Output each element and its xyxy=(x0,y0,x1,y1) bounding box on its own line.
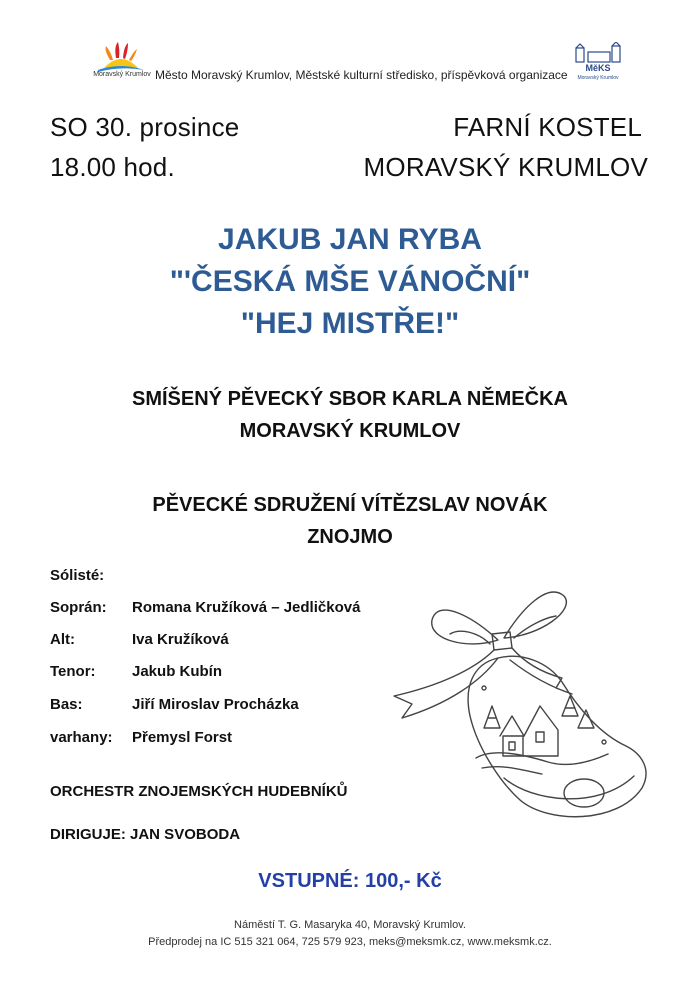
footer-address: Náměstí T. G. Masaryka 40, Moravský Krumlov. xyxy=(234,919,466,931)
ticket-price: VSTUPNÉ: 100,- Kč xyxy=(258,870,442,892)
event-time: 18.00 hod. xyxy=(50,152,175,182)
soloist-role: Soprán: xyxy=(50,599,107,616)
soloist-name: Romana Kružíková – Jedličková xyxy=(132,599,361,616)
soloist-name: Jiří Miroslav Procházka xyxy=(132,696,299,713)
choir-1-town: MORAVSKÝ KRUMLOV xyxy=(239,420,461,442)
choir-2-name: PĚVECKÉ SDRUŽENÍ VÍTĚZSLAV NOVÁK xyxy=(152,494,548,516)
soloist-role: Bas: xyxy=(50,696,83,713)
left-logo-caption: Moravský Krumlov xyxy=(93,71,151,78)
composer-title: JAKUB JAN RYBA xyxy=(218,223,482,256)
soloist-name: Jakub Kubín xyxy=(132,663,223,680)
choir-1-name: SMÍŠENÝ PĚVECKÝ SBOR KARLA NĚMEČKA xyxy=(132,388,568,410)
work-title: "'ČESKÁ MŠE VÁNOČNÍ" xyxy=(169,265,531,298)
meks-logo-subtitle: Moravský Krumlov xyxy=(577,75,619,81)
soloist-name: Iva Kružíková xyxy=(132,631,229,648)
orchestra-name: ORCHESTR ZNOJEMSKÝCH HUDEBNÍKŮ xyxy=(50,783,348,800)
footer-presale: Předprodej na IC 515 321 064, 725 579 923, meks@meksmk.cz, www.meksmk.cz. xyxy=(148,936,552,948)
christmas-bell-illustration xyxy=(372,578,658,828)
meks-logo xyxy=(570,42,626,82)
event-date: SO 30. prosince xyxy=(50,112,240,142)
work-subtitle: "HEJ MISTŘE!" xyxy=(240,307,460,340)
soloist-role: Tenor: xyxy=(50,663,96,680)
soloist-name: Přemysl Forst xyxy=(132,729,233,746)
conductor-line: DIRIGUJE: JAN SVOBODA xyxy=(50,826,241,843)
soloist-role: varhany: xyxy=(50,729,113,746)
event-venue: FARNÍ KOSTEL xyxy=(453,112,642,142)
soloists-heading: Sólisté: xyxy=(50,567,105,584)
meks-logo-title: MěKS xyxy=(585,63,611,73)
event-venue-town: MORAVSKÝ KRUMLOV xyxy=(363,152,648,182)
soloist-role: Alt: xyxy=(50,631,75,648)
organizer-line: Město Moravský Krumlov, Městské kulturní středisko, příspěvková organizace xyxy=(155,68,568,82)
choir-2-town: ZNOJMO xyxy=(307,526,393,548)
